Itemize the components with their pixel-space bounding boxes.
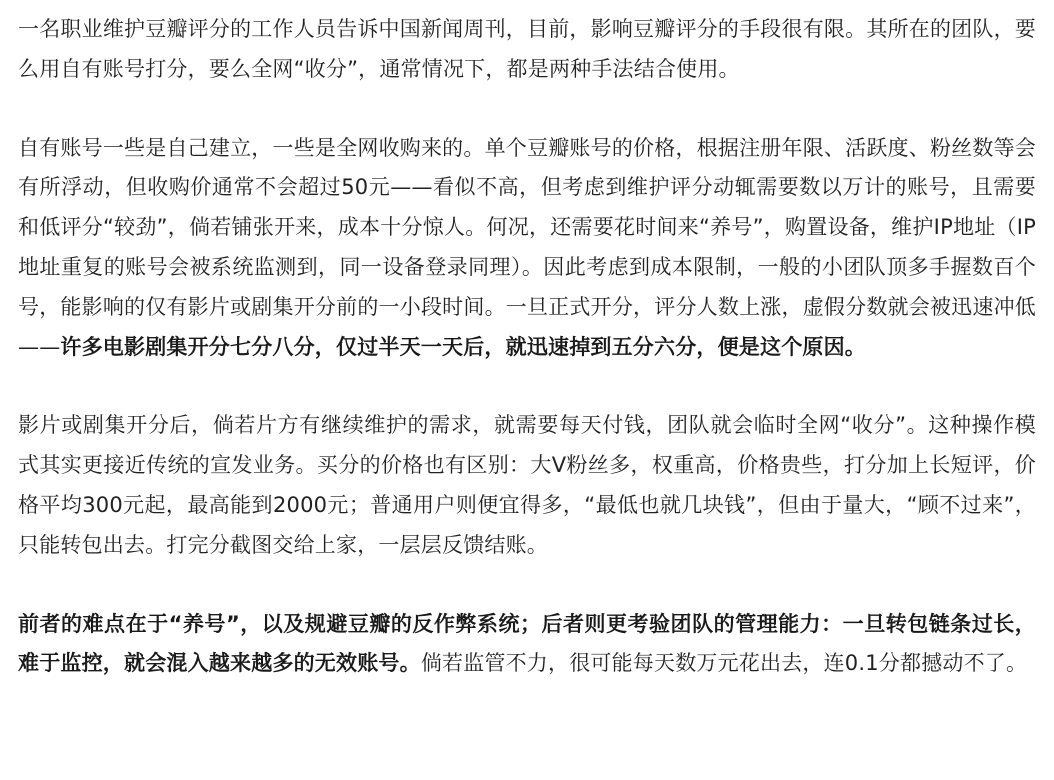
paragraph-own-accounts xyxy=(18,129,1036,368)
text-segment: 倘若监管不力，很可能每天数万元花出去，连0.1分都撼动不了。 xyxy=(420,651,1028,676)
paragraph-buying-scores xyxy=(18,406,1036,565)
paragraph-difficulties xyxy=(18,605,1036,685)
text-segment: 一名职业维护豆瓣评分的工作人员告诉中国新闻周刊，目前，影响豆瓣评分的手段很有限。其所在的团队，要么用自有账号打分，要么全网“收分”，通常情况下，都是两种手法结合使用。 xyxy=(18,17,1036,81)
bold-highlight: 前者的难点在于“养号”，以及规避豆瓣的反作弊系统；后者则更考验团队的管理能力：一旦转包链条过长，难于监控，就会混入越来越多的无效账号。 xyxy=(18,611,1036,676)
bold-highlight: 许多电影剧集开分七分八分，仅过半天一天后，就迅速掉到五分六分，便是这个原因。 xyxy=(60,334,867,359)
text-segment: 自有账号一些是自己建立，一些是全网收购来的。单个豆瓣账号的价格，根据注册年限、活跃度、粉丝数等会有所浮动，但收购价通常不会超过50元——看似不高，但考虑到维护评分动辄需要数以万计的账号，且需要和低评分“较劲”，倘若铺张开来，成本十分惊人。何况，还需要花时间来“养号”，购置设备，维护IP地址（IP地址重复的账号会被系统监测到，同一设备登录同理）。因此考虑到成本限制，一般的小团队顶多手握数百个号，能影响的仅有影片或剧集开分前的一小段时间。一旦正式开分，评分人数上涨，虚假分数就会被迅速冲低—— xyxy=(18,135,1036,359)
paragraph-account-methods xyxy=(18,10,1036,90)
text-segment: 影片或剧集开分后，倘若片方有继续维护的需求，就需要每天付钱，团队就会临时全网“收分”。这种操作模式其实更接近传统的宣发业务。买分的价格也有区别：大V粉丝多，权重高，价格贵些，打分加上长短评，价格平均300元起，最高能到2000元；普通用户则便宜得多，“最低也就几块钱”，但由于量大，“顾不过来”，只能转包出去。打完分截图交给上家，一层层反馈结账。 xyxy=(18,413,1036,557)
